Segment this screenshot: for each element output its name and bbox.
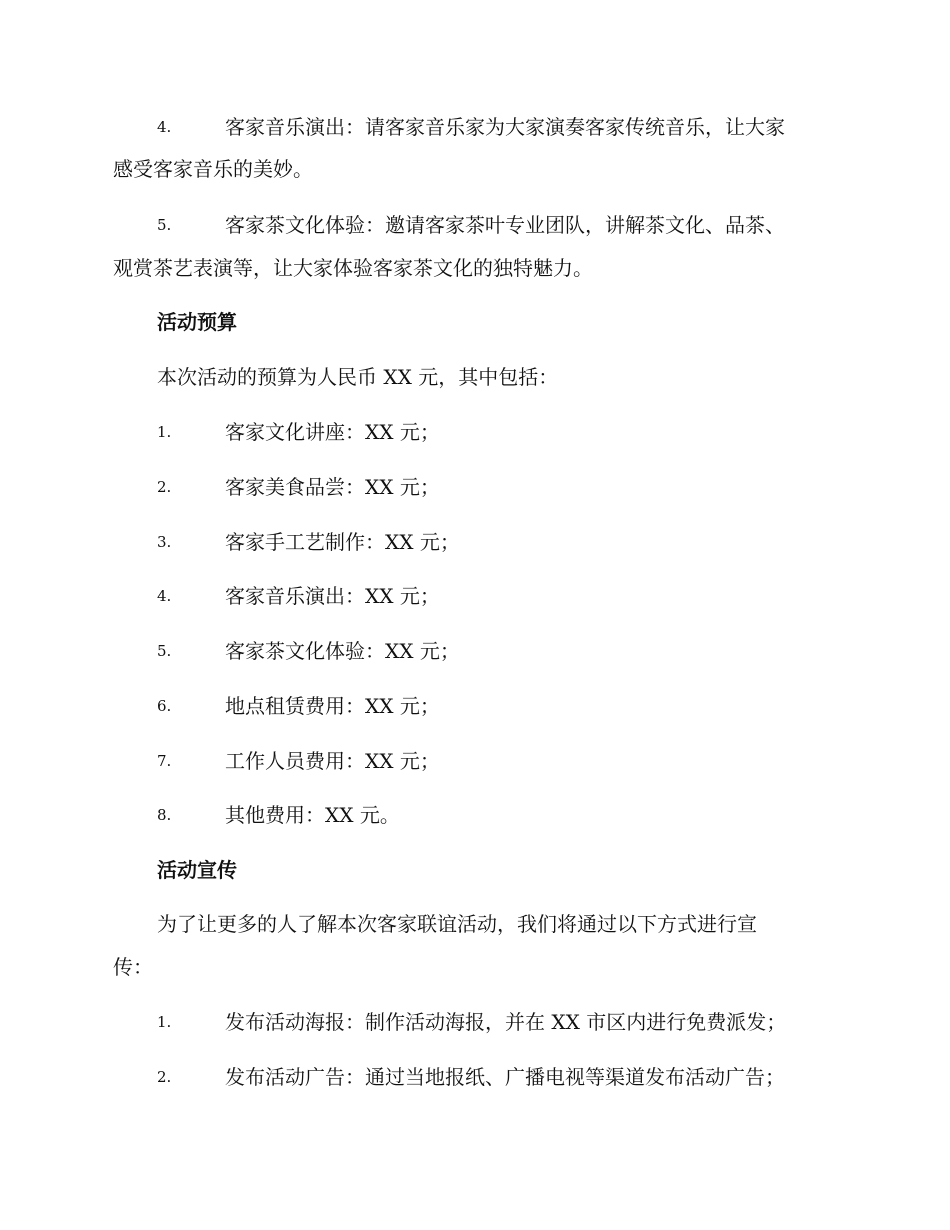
list-text: 客家音乐演出：请客家音乐家为大家演奏客家传统音乐，让大家 — [225, 115, 785, 139]
list-number: 5. — [157, 642, 172, 660]
list-text: 地点租赁费用：XX 元； — [225, 694, 440, 718]
list-text: 客家美食品尝：XX 元； — [225, 475, 440, 499]
list-number: 7. — [157, 752, 172, 770]
list-number: 4. — [157, 118, 172, 136]
list-text-continuation: 观赏茶艺表演等，让大家体验客家茶文化的独特魅力。 — [113, 256, 593, 280]
budget-intro: 本次活动的预算为人民币 XX 元，其中包括： — [157, 365, 559, 389]
promotion-intro: 为了让更多的人了解本次客家联谊活动，我们将通过以下方式进行宣 — [157, 912, 757, 936]
list-number: 3. — [157, 533, 172, 551]
list-text: 工作人员费用：XX 元； — [225, 749, 440, 773]
list-number: 1. — [157, 423, 172, 441]
list-number: 2. — [157, 1068, 172, 1086]
list-text: 客家文化讲座：XX 元； — [225, 420, 440, 444]
list-number: 1. — [157, 1013, 172, 1031]
list-text: 其他费用：XX 元。 — [225, 803, 400, 827]
section-heading-budget: 活动预算 — [157, 310, 237, 334]
promotion-intro-continuation: 传： — [113, 955, 153, 979]
list-text: 发布活动广告：通过当地报纸、广播电视等渠道发布活动广告； — [225, 1065, 785, 1089]
list-text: 客家茶文化体验：XX 元； — [225, 639, 460, 663]
list-text: 客家音乐演出：XX 元； — [225, 584, 440, 608]
section-heading-promotion: 活动宣传 — [157, 858, 237, 882]
list-text: 发布活动海报：制作活动海报，并在 XX 市区内进行免费派发； — [225, 1010, 787, 1034]
list-text: 客家手工艺制作：XX 元； — [225, 530, 460, 554]
list-number: 8. — [157, 806, 172, 824]
list-number: 5. — [157, 216, 172, 234]
list-text-continuation: 感受客家音乐的美妙。 — [113, 157, 313, 181]
list-number: 4. — [157, 587, 172, 605]
list-number: 6. — [157, 697, 172, 715]
list-text: 客家茶文化体验：邀请客家茶叶专业团队，讲解茶文化、品茶、 — [225, 213, 785, 237]
list-number: 2. — [157, 478, 172, 496]
